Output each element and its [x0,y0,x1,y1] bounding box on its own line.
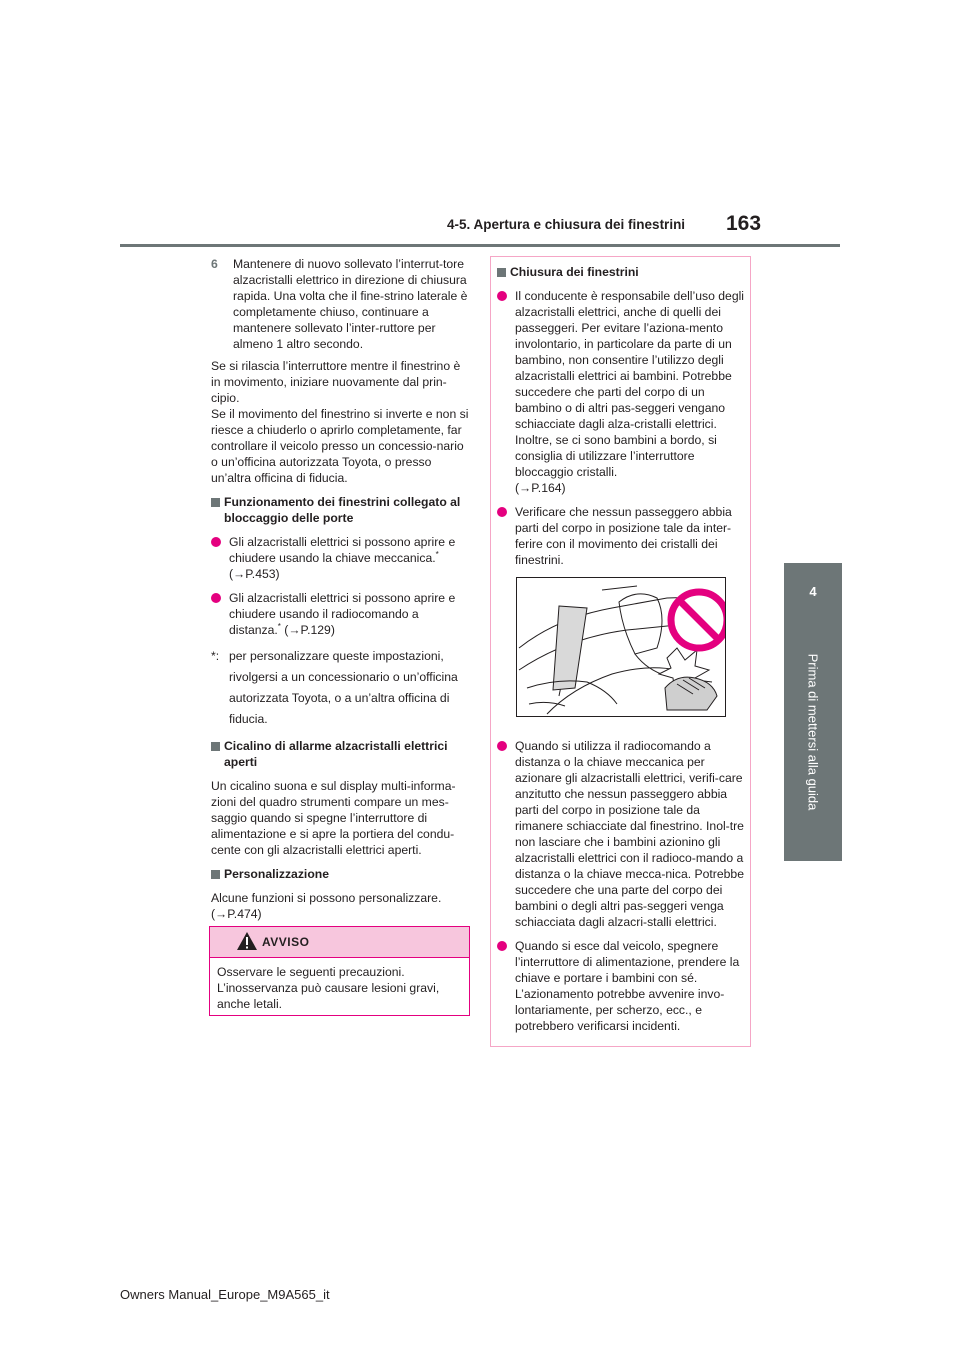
bullet-remote-control [211,590,469,638]
bullet-dot-icon [497,741,507,751]
bullet-dot-icon [497,941,507,951]
left-column [211,256,469,930]
footnote [211,646,469,730]
bullet-dot-icon [497,507,507,517]
section-open-window-buzzer [211,738,469,770]
section-square-icon [497,268,506,277]
car-interior-drawing [517,578,725,716]
bullet-text: Quando si esce dal veicolo, spegnere l’interruttore di alimentazione, prendere la chiave e portare i bambini con sé. L’azionamento potrebbe avvenire invo-lontariamente, per scherzo, ecc., e potrebbero verificarsi incidenti. [515,939,740,1033]
bullet-text: Gli alzacristalli elettrici si possono aprire e chiudere usando il radiocomando a distanza. [229,591,456,637]
customization-text: Alcune funzioni si possono personalizzare. [211,891,442,905]
warning-header [210,927,469,958]
step-6 [211,256,469,352]
warning-triangle-icon [236,931,258,951]
warning-label: AVVISO [262,935,310,949]
bullet-text: Gli alzacristalli elettrici si possono aprire e chiudere usando la chiave meccanica. [229,535,456,565]
step-number: 6 [211,257,218,271]
footnote-mark: *: [211,649,220,663]
section-window-closing [497,264,744,280]
bullet-check-passengers [497,504,744,568]
section-title: 4-5. Apertura e chiusura dei finestrini [447,217,686,232]
hand-pinch [659,648,717,710]
header-rule [120,244,840,247]
footnote-marker: * [277,621,281,631]
section-customization [211,866,469,882]
section-title-text: Chiusura dei finestrini [510,265,639,279]
paragraph-restart: Se si rilascia l’interruttore mentre il finestrino è in movimento, iniziare nuovamente dal prin-cipio. [211,359,461,405]
step-text: Mantenere di nuovo sollevato l’interrut-tore alzacristalli elettrico in direzione di chiusura rapida. Una volta che il fine-strino laterale è completamente chiuso, continuare a mantenere sollevato l’inter-ruttore per almeno 1 altro secondo. [233,257,468,351]
warning-text: Osservare le seguenti precauzioni. L’inosservanza può causare lesioni gravi, anche letali. [217,965,440,1011]
bullet-dot-icon [211,537,221,547]
bullet-mechanical-key [211,534,469,582]
chapter-title: Prima di mettersi alla guida [805,653,821,811]
section-square-icon [211,870,220,879]
section-square-icon [211,498,220,507]
section-title-text: Funzionamento dei finestrini collegato al bloccaggio delle porte [224,495,461,525]
section-door-lock-link [211,494,469,526]
bullet-driver-responsibility [497,288,744,496]
paragraph-customization [211,890,469,922]
chapter-number: 4 [809,584,817,599]
window-pinch-illustration [516,577,726,717]
chapter-tab [784,563,842,621]
bullet-text: Verificare che nessun passeggero abbia parti del corpo in posizione tale da inter-ferire con il movimento dei cristalli dei finestrini. [515,505,732,567]
prohibition-icon [671,592,725,648]
paragraph-buzzer: Un cicalino suona e sul display multi-informa-zioni del quadro strumenti compare un mes-saggio quando si spegne l’interruttore di alimentazione e si apre la portiera del condu-cente con gli alzacristalli elettrici aperti. [211,779,456,857]
section-square-icon [211,742,220,751]
bullet-text: Il conducente è responsabile dell’uso degli alzacristalli elettrici, anche di quelli dei passeggeri. Per evitare l’aziona-mento involontario, in particolare da parte di un bambino, non consentire l’utilizzo degli alzacristalli elettrici ai bambini. Potrebbe succedere che parti del corpo di un bambino o di altri pas-seggeri vengano schiacciate dagli alza-cristalli elettrici. Inoltre, se ci sono bambini a bordo, si consiglia di utilizzare l’interruttore bloccaggio cristalli. [515,289,745,479]
bullet-dot-icon [497,291,507,301]
warning-box [209,926,470,1016]
paragraph-service: Se il movimento del finestrino si inverte e non si riesce a chiuderlo o aprirlo completamente, far controllare il veicolo presso un concessio-nario o un’officina autorizzata Toyota, o presso un’altra officina di fiducia. [211,407,469,485]
footer-text: Owners Manual_Europe_M9A565_it [120,1287,330,1302]
bullet-dot-icon [211,593,221,603]
bullet-leaving-vehicle [497,938,744,1034]
section-title-text: Cicalino di allarme alzacristalli elettrici aperti [224,739,448,769]
section-title-text: Personalizzazione [224,867,329,881]
page-reference[interactable]: (→P.453) [229,567,280,581]
footnote-text: per personalizzare queste impostazioni, rivolgersi a un concessionario o un’officina autorizzata Toyota, o a un’altra officina di fiducia. [229,649,458,726]
page-number: 163 [726,212,762,235]
bullet-remote-key-use [497,738,744,930]
page-reference[interactable]: (→P.164) [515,481,566,495]
bullet-text: Quando si utilizza il radiocomando a distanza o la chiave meccanica per azionare gli alzacristalli elettrici, verifi-care anzitutto che nessun passeggero abbia parti del corpo in posizione tale da rimanere schiacciate dal finestrino. Inol-tre non lasciare che i bambini azionino gli alzacristalli elettrici con il radioco-mando a distanza o la chiave mecca-nica. Potrebbe succedere che una parte del corpo dei bambini o degli altri pas-seggeri venga schiacciata dagli alzacri-stalli elettrici. [515,739,744,929]
footnote-marker: * [435,549,439,559]
page-reference[interactable]: (→P.474) [211,907,262,921]
page-reference[interactable]: (→P.129) [284,623,335,637]
